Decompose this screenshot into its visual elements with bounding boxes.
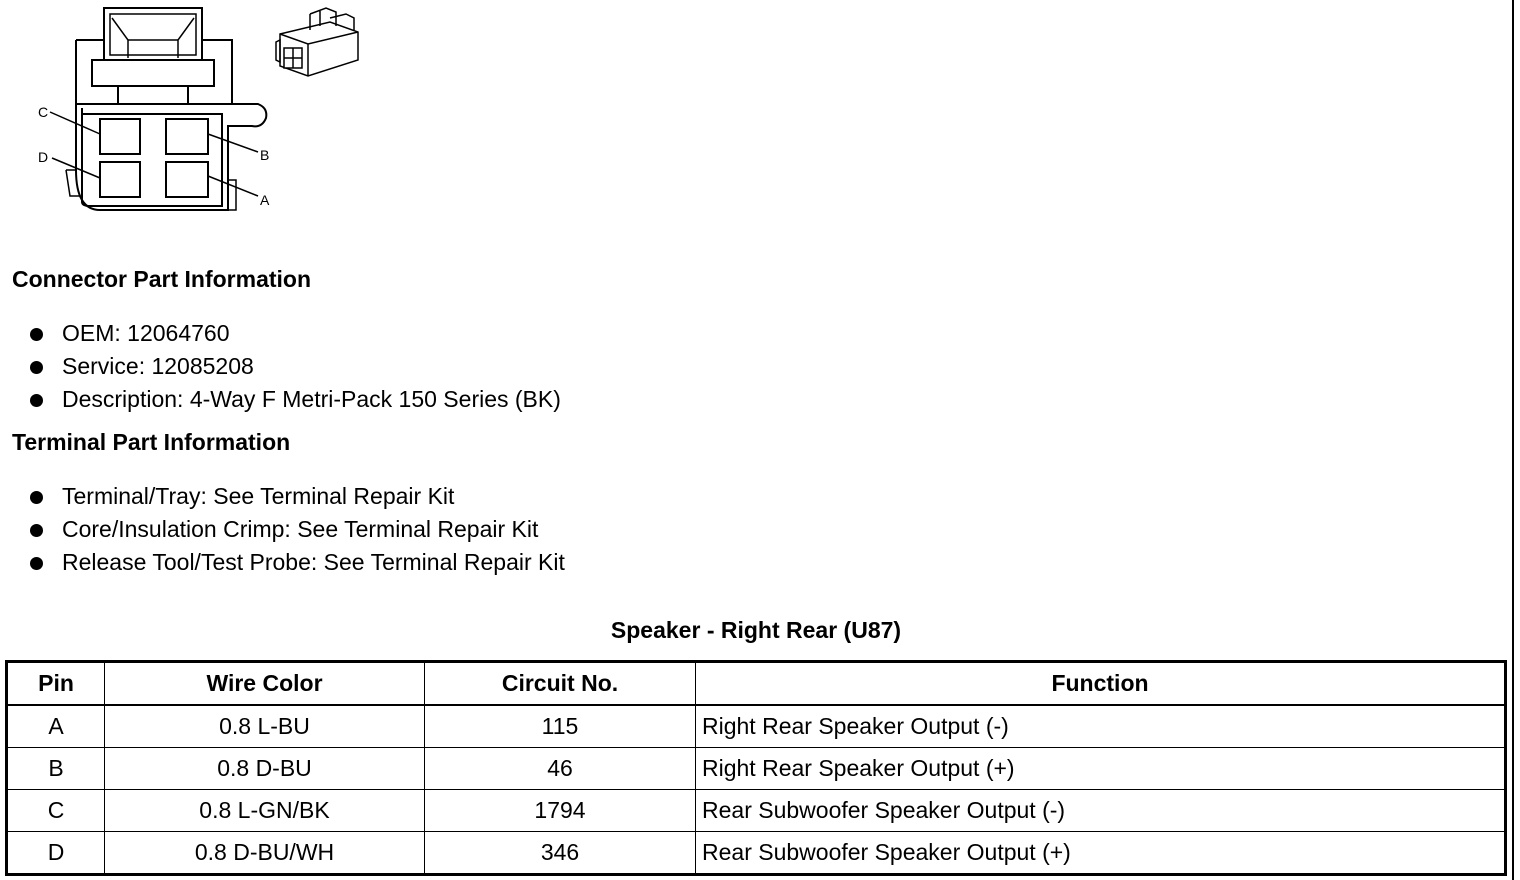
- table-row: [7, 748, 1506, 790]
- cell-pin: A: [7, 705, 105, 748]
- list-item: [28, 383, 561, 416]
- cell-wire-color: 0.8 L-GN/BK: [105, 790, 425, 832]
- terminal-part-info-heading: Terminal Part Information: [12, 429, 291, 455]
- bullet-icon: [30, 524, 43, 537]
- cell-wire-color: 0.8 D-BU: [105, 748, 425, 790]
- bullet-icon: [30, 328, 43, 341]
- cell-circuit-no: 46: [425, 748, 696, 790]
- bullet-icon: [30, 557, 43, 570]
- terminal-part-info-list: [28, 480, 565, 579]
- connector-isometric-icon: [270, 4, 370, 90]
- header-circuit-no: Circuit No.: [425, 662, 696, 706]
- list-item: [28, 350, 561, 383]
- list-item: [28, 480, 565, 513]
- connector-part-info-heading: Connector Part Information: [12, 266, 312, 292]
- cell-function: Rear Subwoofer Speaker Output (+): [696, 832, 1506, 875]
- oem-part-number: OEM: 12064760: [62, 320, 230, 346]
- cell-pin: B: [7, 748, 105, 790]
- cell-circuit-no: 1794: [425, 790, 696, 832]
- list-item: [28, 546, 565, 579]
- cell-wire-color: 0.8 L-BU: [105, 705, 425, 748]
- connector-part-info-list: [28, 317, 561, 416]
- page-right-border: [1512, 0, 1514, 880]
- pin-label-c: C: [38, 104, 49, 120]
- cell-pin: D: [7, 832, 105, 875]
- list-item: [28, 513, 565, 546]
- bullet-icon: [30, 491, 43, 504]
- bullet-icon: [30, 361, 43, 374]
- header-function: Function: [696, 662, 1506, 706]
- terminal-tray-info: Terminal/Tray: See Terminal Repair Kit: [62, 483, 455, 509]
- cell-pin: C: [7, 790, 105, 832]
- cell-function: Rear Subwoofer Speaker Output (-): [696, 790, 1506, 832]
- header-wire-color: Wire Color: [105, 662, 425, 706]
- table-header-row: [7, 662, 1506, 706]
- connector-description: Description: 4-Way F Metri-Pack 150 Series (BK): [62, 386, 561, 412]
- table-row: [7, 790, 1506, 832]
- header-pin: Pin: [7, 662, 105, 706]
- pinout-table: [5, 660, 1507, 876]
- release-tool-info: Release Tool/Test Probe: See Terminal Repair Kit: [62, 549, 565, 575]
- table-row: [7, 832, 1506, 875]
- cell-circuit-no: 346: [425, 832, 696, 875]
- cell-function: Right Rear Speaker Output (-): [696, 705, 1506, 748]
- cell-circuit-no: 115: [425, 705, 696, 748]
- table-row: [7, 705, 1506, 748]
- list-item: [28, 317, 561, 350]
- table-title: Speaker - Right Rear (U87): [610, 617, 902, 643]
- bullet-icon: [30, 394, 43, 407]
- cell-wire-color: 0.8 D-BU/WH: [105, 832, 425, 875]
- pin-label-b: B: [260, 147, 270, 163]
- pin-label-d: D: [38, 149, 49, 165]
- crimp-info: Core/Insulation Crimp: See Terminal Repair Kit: [62, 516, 539, 542]
- cell-function: Right Rear Speaker Output (+): [696, 748, 1506, 790]
- pin-label-a: A: [260, 192, 270, 208]
- service-part-number: Service: 12085208: [62, 353, 254, 379]
